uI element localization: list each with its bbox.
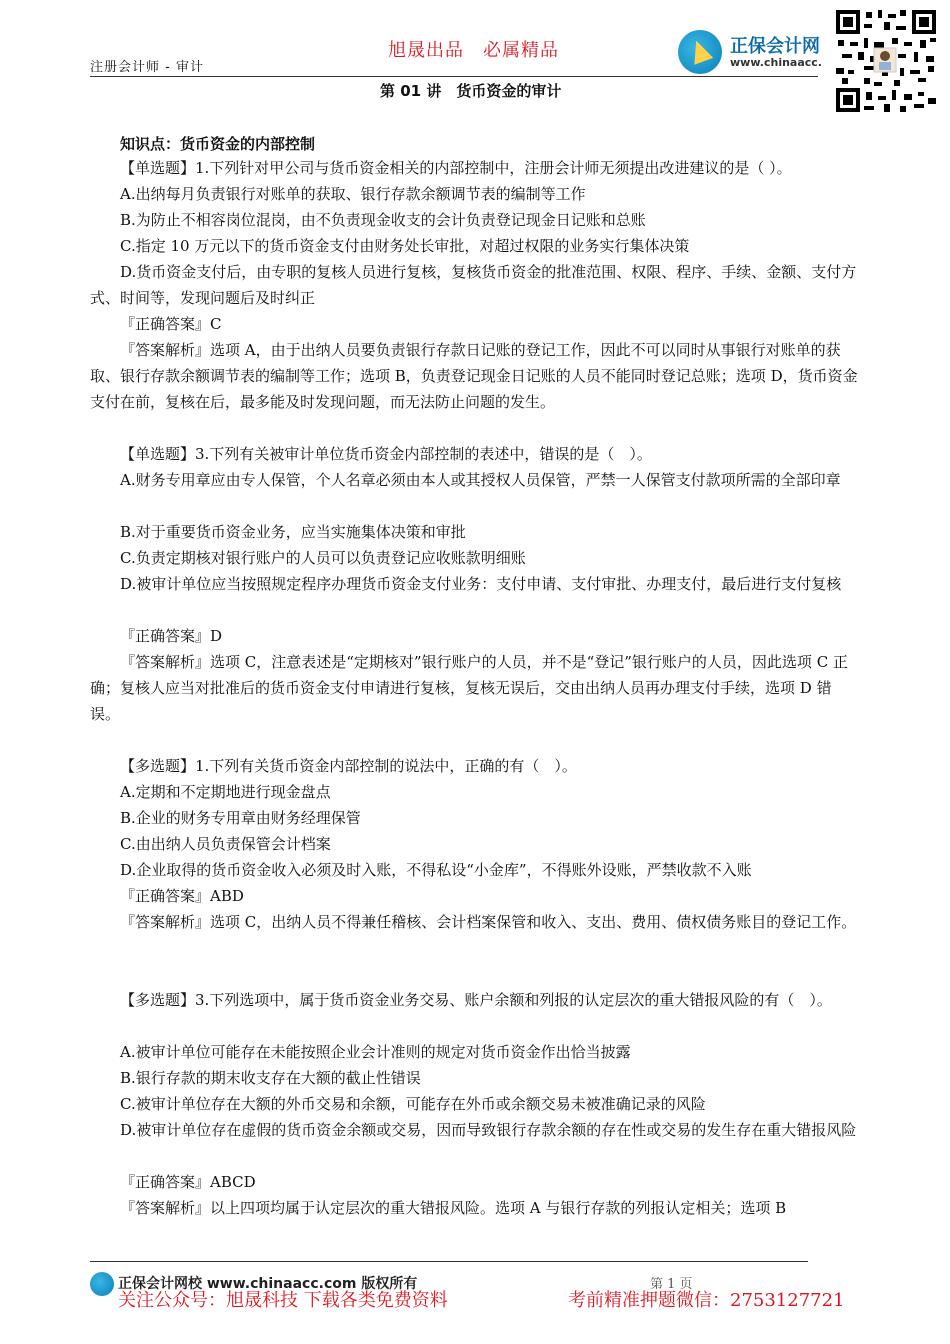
answer-analysis: 『答案解析』选项 A，由于出纳人员要负责银行存款日记账的登记工作，因此不可以同时从事银行对账单的获取、银行存款余额调节表的编制等工作；选项 B，负责登记现金日记账的人员不能同时登记总账；选项 D，货币资金支付在前，复核在后，最多能及时发现问题，而无法防止问题的发生。 xyxy=(90,341,858,411)
option: B.企业的财务专用章由财务经理保管 xyxy=(120,809,361,827)
option: D.企业取得的货币资金收入必须及时入账，不得私设“小金库”，不得账外设账，严禁收款不入账 xyxy=(120,861,752,879)
promo-right: 考前精准押题微信：2753127721 xyxy=(568,1290,845,1311)
answer-analysis: 『答案解析』选项 C，出纳人员不得兼任稽核、会计档案保管和收入、支出、费用、债权债务账目的登记工作。 xyxy=(120,913,857,931)
footer-rule xyxy=(90,1261,808,1262)
lecture-title: 第 01 讲 货币资金的审计 xyxy=(380,82,562,100)
promo-left: 关注公众号：旭晟科技 下载各类免费资料 xyxy=(118,1290,448,1311)
correct-answer: 『正确答案』ABD xyxy=(120,887,244,905)
footer-logo-icon xyxy=(90,1272,114,1296)
qr-code-icon xyxy=(834,8,938,114)
option: C.指定 10 万元以下的货币资金支付由财务处长审批，对超过权限的业务实行集体决策 xyxy=(120,237,690,255)
header-course: 注册会计师 - 审计 xyxy=(90,60,204,75)
option: A.被审计单位可能存在未能按照企业会计准则的规定对货币资金作出恰当披露 xyxy=(120,1043,631,1061)
option: C.被审计单位存在大额的外币交易和余额，可能存在外币或余额交易未被准确记录的风险 xyxy=(120,1095,706,1113)
option: B.银行存款的期末收支存在大额的截止性错误 xyxy=(120,1069,421,1087)
question-stem: 【多选题】3.下列选项中，属于货币资金业务交易、账户余额和列报的认定层次的重大错报风险的有（ ）。 xyxy=(120,991,832,1009)
option: D.货币资金支付后，由专职的复核人员进行复核，复核货币资金的批准范围、权限、程序、手续、金额、支付方式、时间等，发现问题后及时纠正 xyxy=(90,263,857,307)
correct-answer: 『正确答案』C xyxy=(120,315,222,333)
option: A.财务专用章应由专人保管，个人名章必须由本人或其授权人员保管，严禁一人保管支付款项所需的全部印章 xyxy=(120,471,841,489)
page-number: 第 1 页 xyxy=(650,1277,693,1292)
option: C.由出纳人员负责保管会计档案 xyxy=(120,835,331,853)
option: B.为防止不相容岗位混岗，由不负责现金收支的会计负责登记现金日记账和总账 xyxy=(120,211,646,229)
header-rule xyxy=(90,76,818,77)
option: A.定期和不定期地进行现金盘点 xyxy=(120,783,331,801)
footer-brand: 正保会计网校 www.chinaacc.com 版权所有 xyxy=(118,1276,418,1292)
option: D.被审计单位应当按照规定程序办理货币资金支付业务：支付申请、支付审批、办理支付，最后进行支付复核 xyxy=(120,575,842,593)
option: B.对于重要货币资金业务，应当实施集体决策和审批 xyxy=(120,523,466,541)
correct-answer: 『正确答案』ABCD xyxy=(120,1173,256,1191)
option: A.出纳每月负责银行对账单的获取、银行存款余额调节表的编制等工作 xyxy=(120,185,586,203)
logo-name: 正保会计网 xyxy=(730,36,820,57)
question-stem: 【多选题】1.下列有关货币资金内部控制的说法中，正确的有（ ）。 xyxy=(120,757,577,775)
answer-analysis: 『答案解析』以上四项均属于认定层次的重大错报风险。选项 A 与银行存款的列报认定相关；选项 B xyxy=(120,1199,787,1217)
header-slogan: 旭晟出品 必属精品 xyxy=(388,40,559,61)
logo-url: www.chinaacc. xyxy=(730,56,822,69)
answer-analysis: 『答案解析』选项 C，注意表述是“定期核对”银行账户的人员，并不是“登记”银行账户的人员，因此选项 C 正确；复核人应当对批准后的货币资金支付申请进行复核，复核无误后，交由出纳人员再办理支付手续，选项 D 错误。 xyxy=(90,653,848,723)
logo-mark-icon xyxy=(678,30,722,74)
question-stem: 【单选题】3.下列有关被审计单位货币资金内部控制的表述中，错误的是（ ）。 xyxy=(120,445,652,463)
question-stem: 【单选题】1.下列针对甲公司与货币资金相关的内部控制中，注册会计师无须提出改进建议的是（ ）。 xyxy=(120,159,792,177)
correct-answer: 『正确答案』D xyxy=(120,627,223,645)
option: D.被审计单位存在虚假的货币资金余额或交易，因而导致银行存款余额的存在性或交易的发生存在重大错报风险 xyxy=(120,1121,857,1139)
knowledge-point-heading: 知识点：货币资金的内部控制 xyxy=(120,135,316,153)
option: C.负责定期核对银行账户的人员可以负责登记应收账款明细账 xyxy=(120,549,526,567)
chinaacc-logo xyxy=(678,30,828,76)
